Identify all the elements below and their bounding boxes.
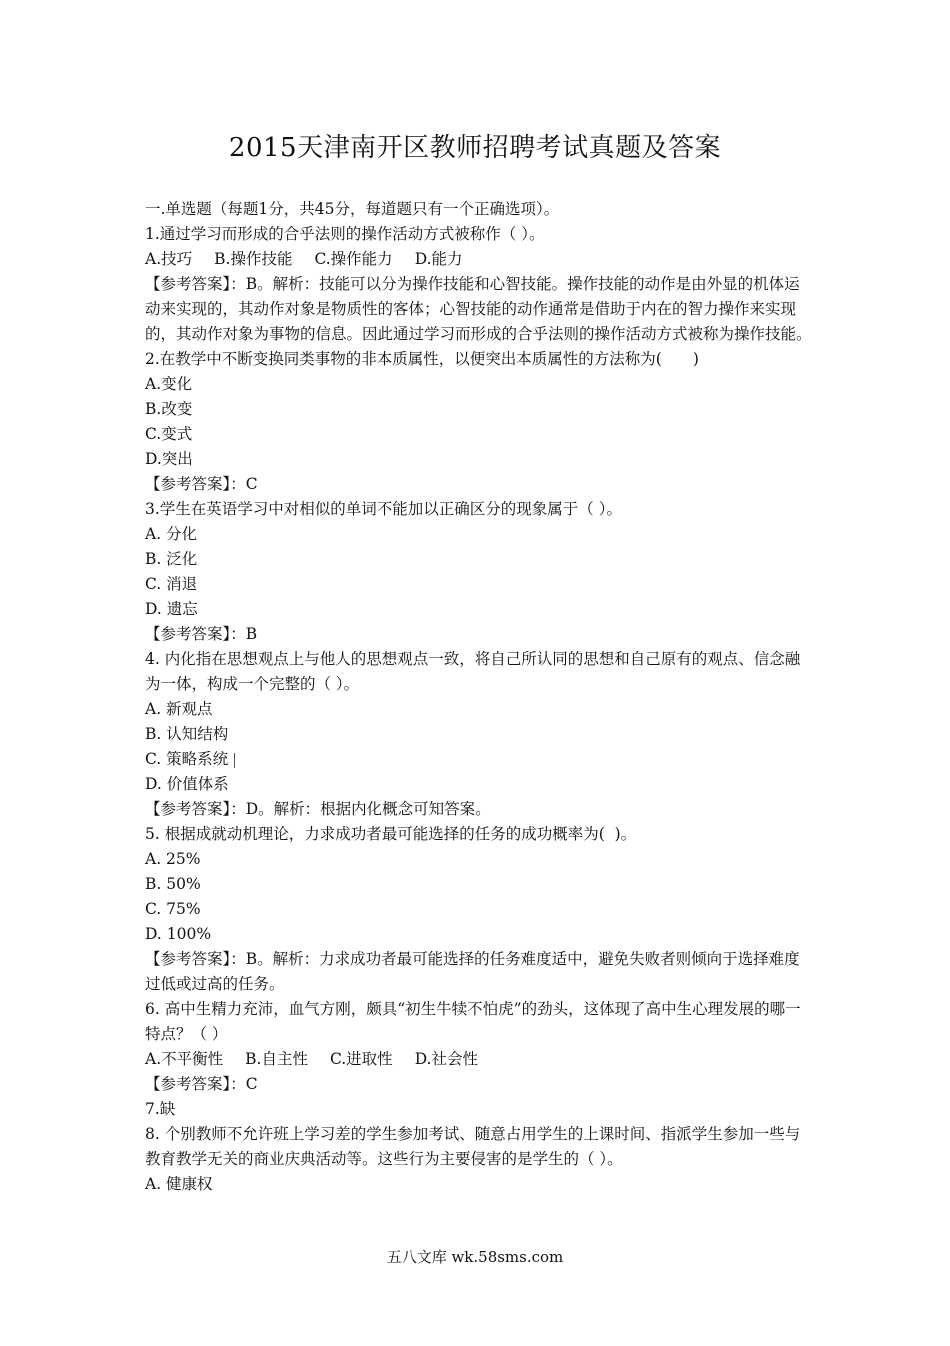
- option: D. 遗忘: [145, 600, 198, 618]
- question-1-answer: 【参考答案】：B。解析：技能可以分为操作技能和心智技能。操作技能的动作是由外显的机体运动来实现的，其动作对象是物质性的客体；心智技能的动作通常是借助于内在的智力操作来实现的，其动作对象为事物的信息。因此通过学习而形成的合乎法则的操作活动方式被称为操作技能。: [145, 275, 812, 343]
- question-5-answer: 【参考答案】：B。解析：力求成功者最可能选择的任务难度适中，避免失败者则倾向于选择难度过低或过高的任务。: [145, 950, 800, 993]
- option: B. 泛化: [145, 550, 198, 568]
- section-heading: 一.单选题（每题1分，共45分，每道题只有一个正确选项）。: [145, 200, 560, 218]
- option: A. 分化: [145, 525, 198, 543]
- option: B. 认知结构: [145, 725, 229, 743]
- option: D.突出: [145, 450, 193, 468]
- question-3-answer: 【参考答案】：B: [145, 625, 258, 643]
- question-7-stem: 7.缺: [145, 1100, 176, 1118]
- option: C.变式: [145, 425, 193, 443]
- question-3-stem: 3.学生在英语学习中对相似的单词不能加以正确区分的现象属于（ ）。: [145, 500, 622, 518]
- option: C. 75%: [145, 900, 201, 918]
- option: B. 50%: [145, 875, 201, 893]
- option: B.操作技能: [214, 250, 293, 268]
- option: A.不平衡性: [145, 1050, 224, 1068]
- option-with-cursor: [145, 747, 815, 772]
- option: A. 25%: [145, 850, 201, 868]
- option: A.变化: [145, 375, 193, 393]
- question-1-stem: 1.通过学习而形成的合乎法则的操作活动方式被称作（ ）。: [145, 225, 545, 243]
- option: D. 100%: [145, 925, 212, 943]
- question-6-stem: 6. 高中生精力充沛，血气方刚，颇具“初生牛犊不怕虎”的劲头，这体现了高中生心理发展的哪一特点？（ ）: [145, 1000, 801, 1043]
- question-1-options: [145, 247, 815, 272]
- document-body: [145, 197, 815, 1197]
- option: A.技巧: [145, 250, 193, 268]
- option: B.改变: [145, 400, 193, 418]
- question-5-stem: 5. 根据成就动机理论，力求成功者最可能选择的任务的成功概率为( )。: [145, 825, 637, 843]
- question-8-stem: 8. 个别教师不允许班上学习差的学生参加考试、随意占用学生的上课时间、指派学生参加一些与教育教学无关的商业庆典活动等。这些行为主要侵害的是学生的（ ）。: [145, 1125, 801, 1168]
- option: D.社会性: [414, 1050, 478, 1068]
- footer-watermark: 五八文库 wk.58sms.com: [386, 1248, 564, 1266]
- option: C.进取性: [329, 1050, 393, 1068]
- option: B.自主性: [245, 1050, 308, 1068]
- page-title: 2015天津南开区教师招聘考试真题及答案: [228, 133, 722, 163]
- option: D.能力: [414, 250, 463, 268]
- option: C. 策略系统: [145, 750, 229, 768]
- question-2-stem: 2.在教学中不断变换同类事物的非本质属性，以便突出本质属性的方法称为( ): [145, 350, 699, 368]
- option: A. 新观点: [145, 700, 213, 718]
- question-6-options: [145, 1047, 815, 1072]
- question-4-stem: 4. 内化指在思想观点上与他人的思想观点一致，将自己所认同的思想和自己原有的观点、信念融为一体，构成一个完整的（ ）。: [145, 650, 801, 693]
- question-4-answer: 【参考答案】：D。解析：根据内化概念可知答案。: [145, 800, 491, 818]
- option: A. 健康权: [145, 1175, 213, 1193]
- text-cursor-mark: [234, 753, 235, 768]
- option: D. 价值体系: [145, 775, 229, 793]
- question-2-answer: 【参考答案】：C: [145, 475, 258, 493]
- option: C. 消退: [145, 575, 198, 593]
- option: C.操作能力: [314, 250, 393, 268]
- question-6-answer: 【参考答案】：C: [145, 1075, 258, 1093]
